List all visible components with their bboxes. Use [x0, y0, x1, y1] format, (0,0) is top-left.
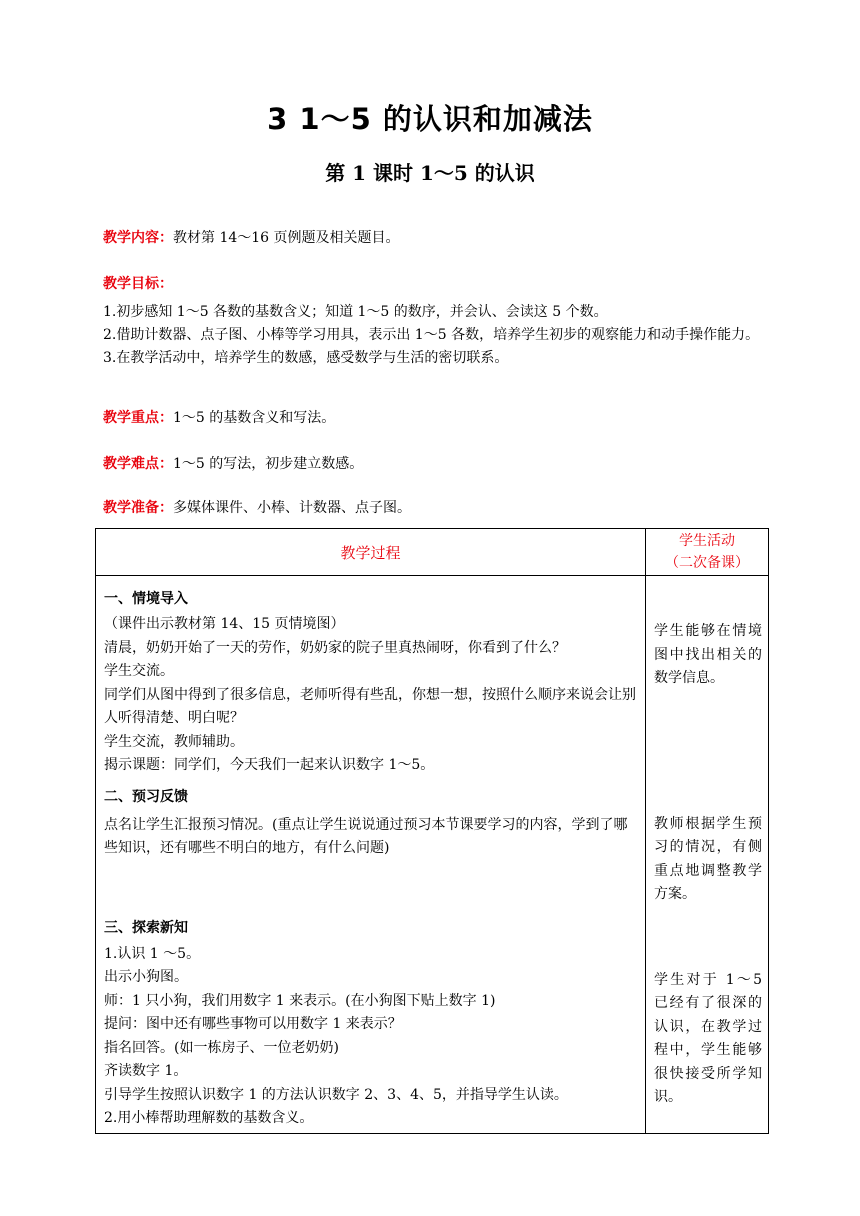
- table-header-row: [96, 529, 769, 576]
- goal-item: 3.在教学活动中，培养学生的数感，感受数学与生活的密切联系。: [103, 350, 509, 366]
- teaching-content: [103, 228, 773, 248]
- page-title: 3 1～5 的认识和加减法: [267, 102, 593, 136]
- section-line: 师：1 只小狗，我们用数字 1 来表示。(在小狗图下贴上数字 1): [104, 992, 496, 1009]
- lesson-process-table: [95, 528, 769, 1134]
- section-line: （课件出示教材第 14、15 页情境图）: [104, 616, 345, 632]
- teaching-content-label: 教学内容：: [103, 230, 173, 246]
- header-side-line1: 学生活动: [679, 533, 735, 549]
- teaching-goals-label: [103, 274, 773, 294]
- section-line: 引导学生按照认识数字 1 的方法认识数字 2、3、4、5，并指导学生认读。: [104, 1086, 568, 1103]
- section-line: 指名回答。(如一栋房子、一位老奶奶): [104, 1039, 339, 1056]
- difficulty: [103, 454, 773, 474]
- goal-item: 2.借助计数器、点子图、小棒等学习用具，表示出 1～5 各数，培养学生初步的观察能力和动手操作能力。: [103, 327, 760, 343]
- section-body: [104, 814, 639, 861]
- side-note: 学生能够在情境图中找出相关的数学信息。: [654, 623, 762, 686]
- teaching-content-text: 教材第 14～16 页例题及相关题目。: [173, 230, 400, 246]
- key-point-label: 教学重点：: [103, 410, 173, 426]
- preparation: [103, 498, 773, 518]
- process-content: [96, 576, 646, 1134]
- section-line: 出示小狗图。: [104, 969, 188, 985]
- section-heading: 三、探索新知: [104, 919, 188, 936]
- preparation-label: 教学准备：: [103, 500, 173, 516]
- section-heading: 二、预习反馈: [104, 788, 188, 805]
- side-note: 教师根据学生预习的情况，有侧重点地调整教学方案。: [654, 815, 762, 902]
- table-body-row: [96, 576, 769, 1134]
- header-student-activity: [646, 529, 769, 576]
- section-line: 点名让学生汇报预习情况。(重点让学生说说通过预习本节课要学习的内容，学到了哪些知识，还有哪些不明白的地方，有什么问题): [104, 816, 628, 856]
- lesson-subtitle: 第 1 课时 1～5 的认识: [325, 161, 535, 185]
- section-heading: 一、情境导入: [104, 591, 188, 607]
- header-side-line2: （二次备课）: [665, 555, 749, 571]
- section-body: [104, 613, 639, 778]
- section-line: 齐读数字 1。: [104, 1063, 188, 1079]
- difficulty-label: 教学难点：: [103, 456, 173, 472]
- difficulty-text: 1～5 的写法，初步建立数感。: [173, 456, 364, 472]
- side-note: 学生对于 1～5 已经有了很深的认识，在教学过程中，学生能够很快接受所学知识。: [654, 971, 762, 1105]
- section-line: 学生交流。: [104, 663, 174, 679]
- section-body: [104, 943, 639, 1131]
- section-line: 揭示课题：同学们，今天我们一起来认识数字 1～5。: [104, 757, 435, 773]
- goals-label-text: 教学目标：: [103, 276, 173, 292]
- section-line: 2.用小棒帮助理解数的基数含义。: [104, 1110, 314, 1126]
- section-line: 提问：图中还有哪些事物可以用数字 1 来表示？: [104, 1016, 402, 1032]
- section-line: 同学们从图中得到了很多信息，老师听得有些乱，你想一想，按照什么顺序来说会让别人听得清楚、明白呢？: [104, 686, 636, 726]
- section-line: 清晨，奶奶开始了一天的劳作，奶奶家的院子里真热闹呀，你看到了什么？: [104, 639, 566, 656]
- header-process: 教学过程: [96, 529, 646, 576]
- key-point-text: 1～5 的基数含义和写法。: [173, 410, 336, 426]
- teaching-goals-list: [103, 301, 773, 370]
- section-line: 1.认识 1 ～5。: [104, 945, 201, 962]
- section-line: 学生交流，教师辅助。: [104, 733, 244, 750]
- key-point: [103, 408, 773, 428]
- preparation-text: 多媒体课件、小棒、计数器、点子图。: [173, 500, 411, 516]
- student-activity-notes: [646, 576, 769, 1134]
- goal-item: 1.初步感知 1～5 各数的基数含义；知道 1～5 的数序，并会认、会读这 5 个数。: [103, 304, 608, 320]
